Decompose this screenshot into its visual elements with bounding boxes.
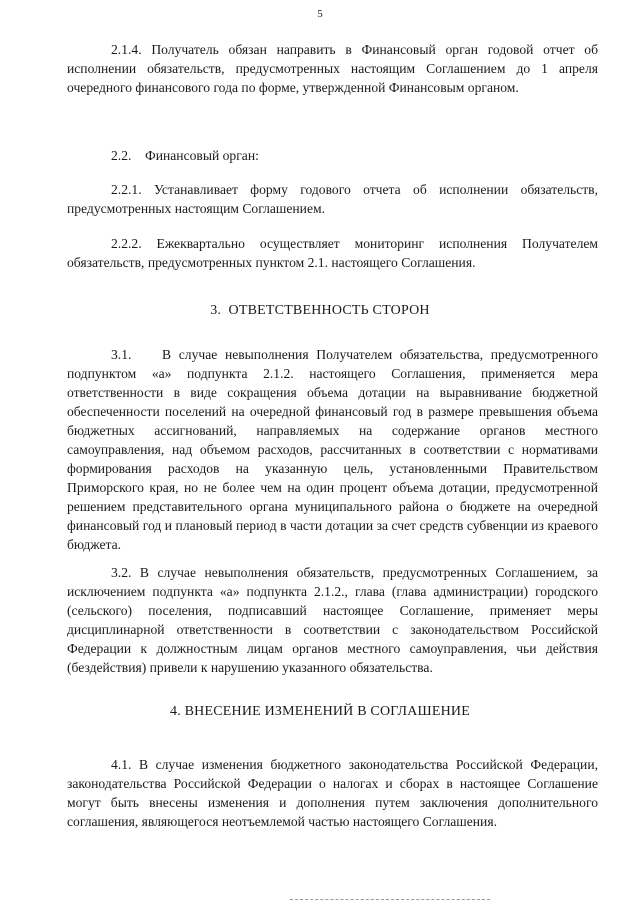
section-4-heading: 4. ВНЕСЕНИЕ ИЗМЕНЕНИЙ В СОГЛАШЕНИЕ [170,704,470,719]
section-3-heading: 3. ОТВЕТСТВЕННОСТЬ СТОРОН [210,303,430,318]
page-number: 5 [317,8,323,20]
paragraph-3-1: 3.1. В случае невыполнения Получателем обязательства, предусмотренного подпунктом «а» подпункта 2.1.2. настоящего Соглашения, применяется мера ответственности в виде сокращения объема дотации на выравнивание бюджетной обеспеченности поселений на очередной финансовый год в размере превышения объема бюджетных ассигнований, направляемых на содержание органов местного самоуправления, над объемом расходов, рассчитанных в соответствии с нормативами формирования расходов на указанную цель, установленными Правительством Приморского края, но не более чем на один процент объема дотации, предусмотренной решением представительного органа муниципального района о бюджете на очередной финансовый год и плановый период в части дотации за счет средств субвенции из краевого бюджета. [67,347,598,552]
paragraph-2-2: 2.2. Финансовый орган: [111,148,259,163]
paragraph-2-2-2: 2.2.2. Ежеквартально осуществляет мониторинг исполнения Получателем обязательств, предусмотренных пунктом 2.1. настоящего Соглашения. [67,236,598,270]
paragraph-2-1-4: 2.1.4. Получатель обязан направить в Финансовый орган годовой отчет об исполнении обязательств, предусмотренных настоящим Соглашением до 1 апреля очередного финансового года по форме, утвержденной Финансовым органом. [67,42,598,95]
paragraph-4-1: 4.1. В случае изменения бюджетного законодательства Российской Федерации, законодательства Российской Федерации о налогах и сборах в настоящее Соглашение могут быть внесены изменения и дополнения путем заключения дополнительного соглашения, являющегося неотъемлемой частью настоящего Соглашения. [67,757,598,829]
paragraph-2-2-1: 2.2.1. Устанавливает форму годового отчета об исполнении обязательств, предусмотренных настоящим Соглашением. [67,182,598,216]
paragraph-3-2: 3.2. В случае невыполнения обязательств, предусмотренных Соглашением, за исключением подпункта «а» подпункта 2.1.2., глава (глава администрации) городского (сельского) поселения, подписавший настоящее Соглашение, применяет меры дисциплинарной ответственности в соответствии с законодательством Российской Федерации к должностным лицам органов местного самоуправления, чьи действия (бездействия) привели к нарушению указанного обязательства. [67,565,598,675]
footer-divider [290,899,490,900]
